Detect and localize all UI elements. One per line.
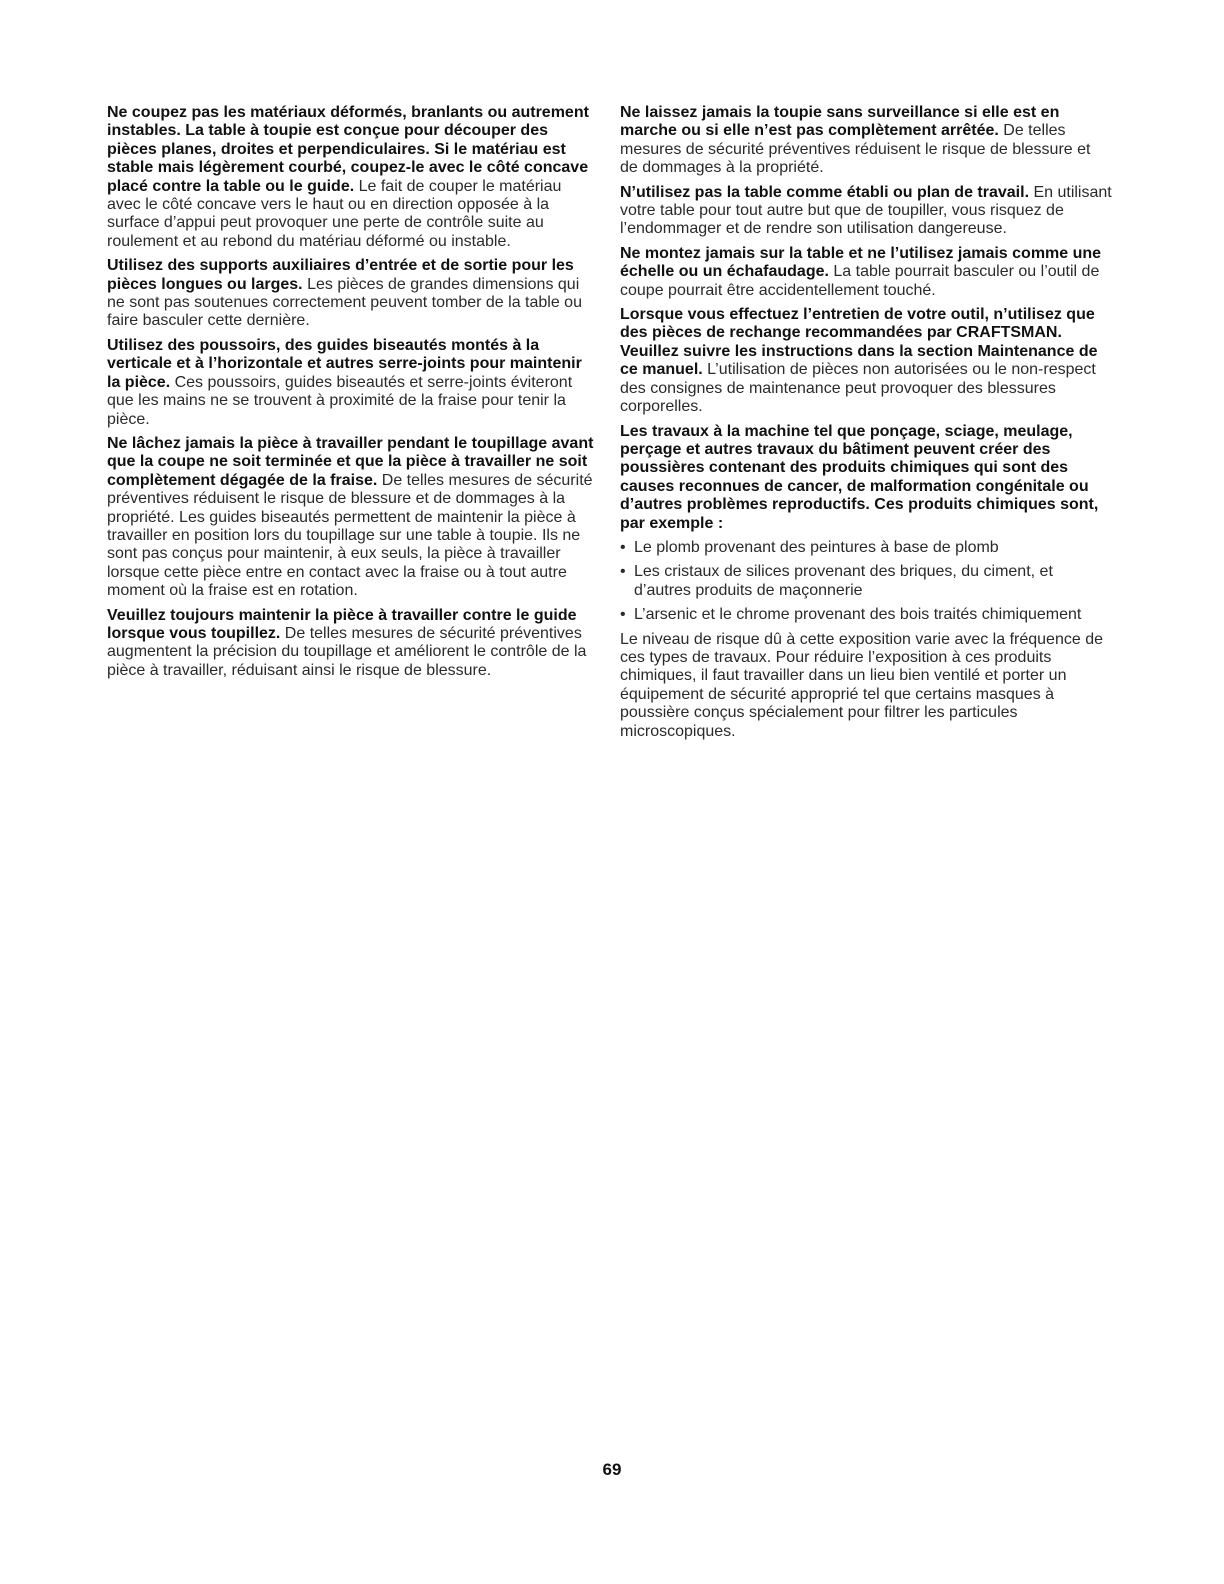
paragraph-body: De telles mesures de sécurité préventives réduisent le risque de blessure et de dommages à la propriété. Les guides biseautés permettent de maintenir la pièce à travailler en position lors du toupillage sur une table à toupie. Ils ne sont pas conçus pour maintenir, à eux seuls, la pièce à travailler lorsque cette pièce entre en contact avec la fraise ou à tout autre moment où la fraise est en rotation. [107, 471, 593, 600]
list-item-text: L’arsenic et le chrome provenant des bois traités chimiquement [634, 606, 1082, 624]
paragraph-auxiliary-supports [107, 257, 597, 331]
bullet-icon: • [620, 563, 626, 581]
paragraph-heading: Ne lâchez jamais la pièce à travailler pendant le toupillage avant que la coupe ne soit terminée et que la pièce à travailler ne soit complètement dégagée de la fraise. [107, 434, 594, 489]
chemical-list [620, 539, 1112, 625]
paragraph-unattended [620, 104, 1112, 178]
paragraph-never-release [107, 435, 597, 601]
paragraph-heading: Ne coupez pas les matériaux déformés, branlants ou autrement instables. La table à toupie est conçue pour découper des pièces planes, droites et perpendiculaires. Si le matériau est stable mais légèrement courbé, coupez-le avec le côté concave placé contre la table ou le guide. [107, 104, 589, 195]
list-item [620, 563, 1112, 600]
paragraph-warped-material [107, 104, 597, 251]
paragraph-body: Le fait de couper le matériau avec le côté concave vers le haut ou en direction opposée à la surface d’appui peut provoquer une perte de contrôle suite au roulement et au rebond du matériau déformé ou instable. [107, 177, 562, 250]
paragraph-hold-against-fence [107, 607, 597, 681]
paragraph-heading: Ne laissez jamais la toupie sans surveillance si elle est en marche ou si elle n’est pas complètement arrêtée. [620, 104, 1060, 140]
list-item-text: Le plomb provenant des peintures à base de plomb [634, 538, 999, 556]
paragraph-body: De telles mesures de sécurité préventives réduisent le risque de blessure et de dommages à la propriété. [620, 122, 1091, 177]
list-item [620, 606, 1112, 624]
paragraph-heading: Lorsque vous effectuez l’entretien de votre outil, n’utilisez que des pièces de rechange recommandées par CRAFTSMAN. Veuillez suivre les instructions dans la section Maintenance de ce manuel. [620, 306, 1098, 379]
paragraph-body: En utilisant votre table pour tout autre but que de toupiller, vous risquez de l’endommager et de rendre son utilisation dangereuse. [620, 183, 1112, 238]
paragraph-servicing [620, 306, 1112, 416]
paragraph-body: De telles mesures de sécurité préventives augmentent la précision du toupillage et améliorent le contrôle de la pièce à travailler, réduisant ainsi le risque de blessure. [107, 624, 587, 679]
left-column [107, 104, 597, 686]
paragraph-heading: Veuillez toujours maintenir la pièce à travailler contre le guide lorsque vous toupillez. [107, 606, 577, 642]
paragraph-body: Les pièces de grandes dimensions qui ne sont pas soutenues correctement peuvent tomber de la table ou faire basculer cette dernière. [107, 275, 582, 330]
bullet-icon: • [620, 606, 626, 624]
paragraph-heading: Ne montez jamais sur la table et ne l’utilisez jamais comme une échelle ou un échafaudage. [620, 244, 1102, 281]
paragraph-push-sticks [107, 337, 597, 429]
paragraph-heading: Les travaux à la machine tel que ponçage, sciage, meulage, perçage et autres travaux du bâtiment peuvent créer des poussières contenant des produits chimiques qui sont des causes reconnues de cancer, de malformation congénitale ou d’autres problèmes reproductifs. Ces produits chimiques sont, par exemple : [620, 422, 1099, 532]
paragraph-heading: N’utilisez pas la table comme établi ou plan de travail. [620, 183, 1030, 201]
list-item-text: Les cristaux de silices provenant des briques, du ciment, et d’autres produits de maçonnerie [634, 563, 1053, 599]
paragraph-body: L’utilisation de pièces non autorisées ou le non-respect des consignes de maintenance peut provoquer des blessures corporelles. [620, 361, 1096, 416]
paragraph-body: La table pourrait basculer ou l’outil de coupe pourrait être accidentellement touché. [620, 263, 1100, 299]
list-item [620, 539, 1112, 557]
paragraph-body: Le niveau de risque dû à cette exposition varie avec la fréquence de ces types de travaux. Pour réduire l’exposition à ces produits chimiques, il faut travailler dans un lieu bien ventilé et porter un équipement de sécurité approprié tel que certains masques à poussière conçus spécialement pour filtrer les particules microscopiques. [620, 630, 1103, 740]
paragraph-body: Ces poussoirs, guides biseautés et serre-joints éviteront que les mains ne se trouvent à proximité de la fraise pour tenir la pièce. [107, 373, 573, 428]
page-number: 69 [602, 1460, 622, 1479]
paragraph-no-standing [620, 245, 1112, 300]
paragraph-chemical-warning [620, 423, 1112, 533]
bullet-icon: • [620, 538, 626, 556]
paragraph-not-workbench [620, 184, 1112, 239]
paragraph-heading: Utilisez des supports auxiliaires d’entrée et de sortie pour les pièces longues ou larges. [107, 257, 574, 293]
paragraph-exposure-risk [620, 631, 1112, 741]
right-column [620, 104, 1112, 747]
paragraph-heading: Utilisez des poussoirs, des guides biseautés montés à la verticale et à l’horizontale et autres serre-joints pour maintenir la pièce. [107, 336, 582, 391]
